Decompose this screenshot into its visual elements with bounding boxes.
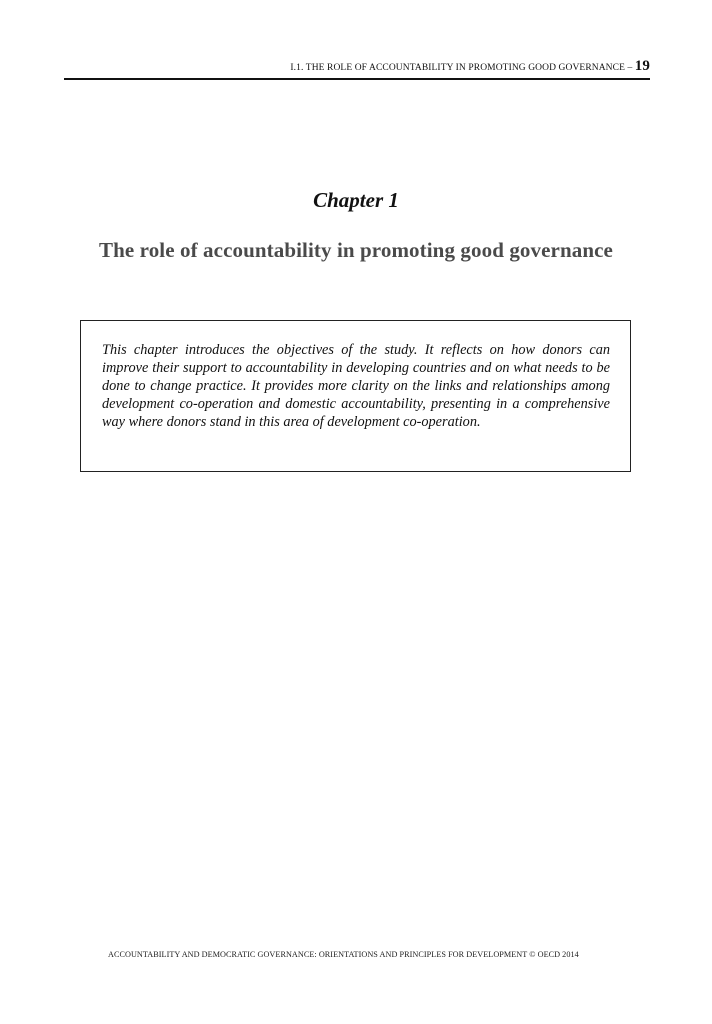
- header-rule: [64, 78, 650, 80]
- chapter-title: The role of accountability in promoting good governance: [99, 238, 613, 262]
- chapter-abstract-box: [80, 320, 631, 472]
- page-number: 19: [634, 58, 650, 74]
- chapter-label: Chapter 1: [313, 188, 399, 212]
- running-header: [64, 56, 650, 78]
- running-footer: ACCOUNTABILITY AND DEMOCRATIC GOVERNANCE: ORIENTATIONS AND PRINCIPLES FOR DEVELOPMENT © OECD 2014: [108, 950, 579, 959]
- running-header-title: I.1. THE ROLE OF ACCOUNTABILITY IN PROMOTING GOOD GOVERNANCE –: [290, 63, 635, 73]
- chapter-abstract-text: This chapter introduces the objectives of the study. It reflects on how donors can improve their support to accountability in developing countries and on what needs to be done to change practice. It provides more clarity on the links and relationships among development co-operation and domestic accountability, presenting in a comprehensive way where donors stand in this area of development co-operation.: [102, 342, 610, 430]
